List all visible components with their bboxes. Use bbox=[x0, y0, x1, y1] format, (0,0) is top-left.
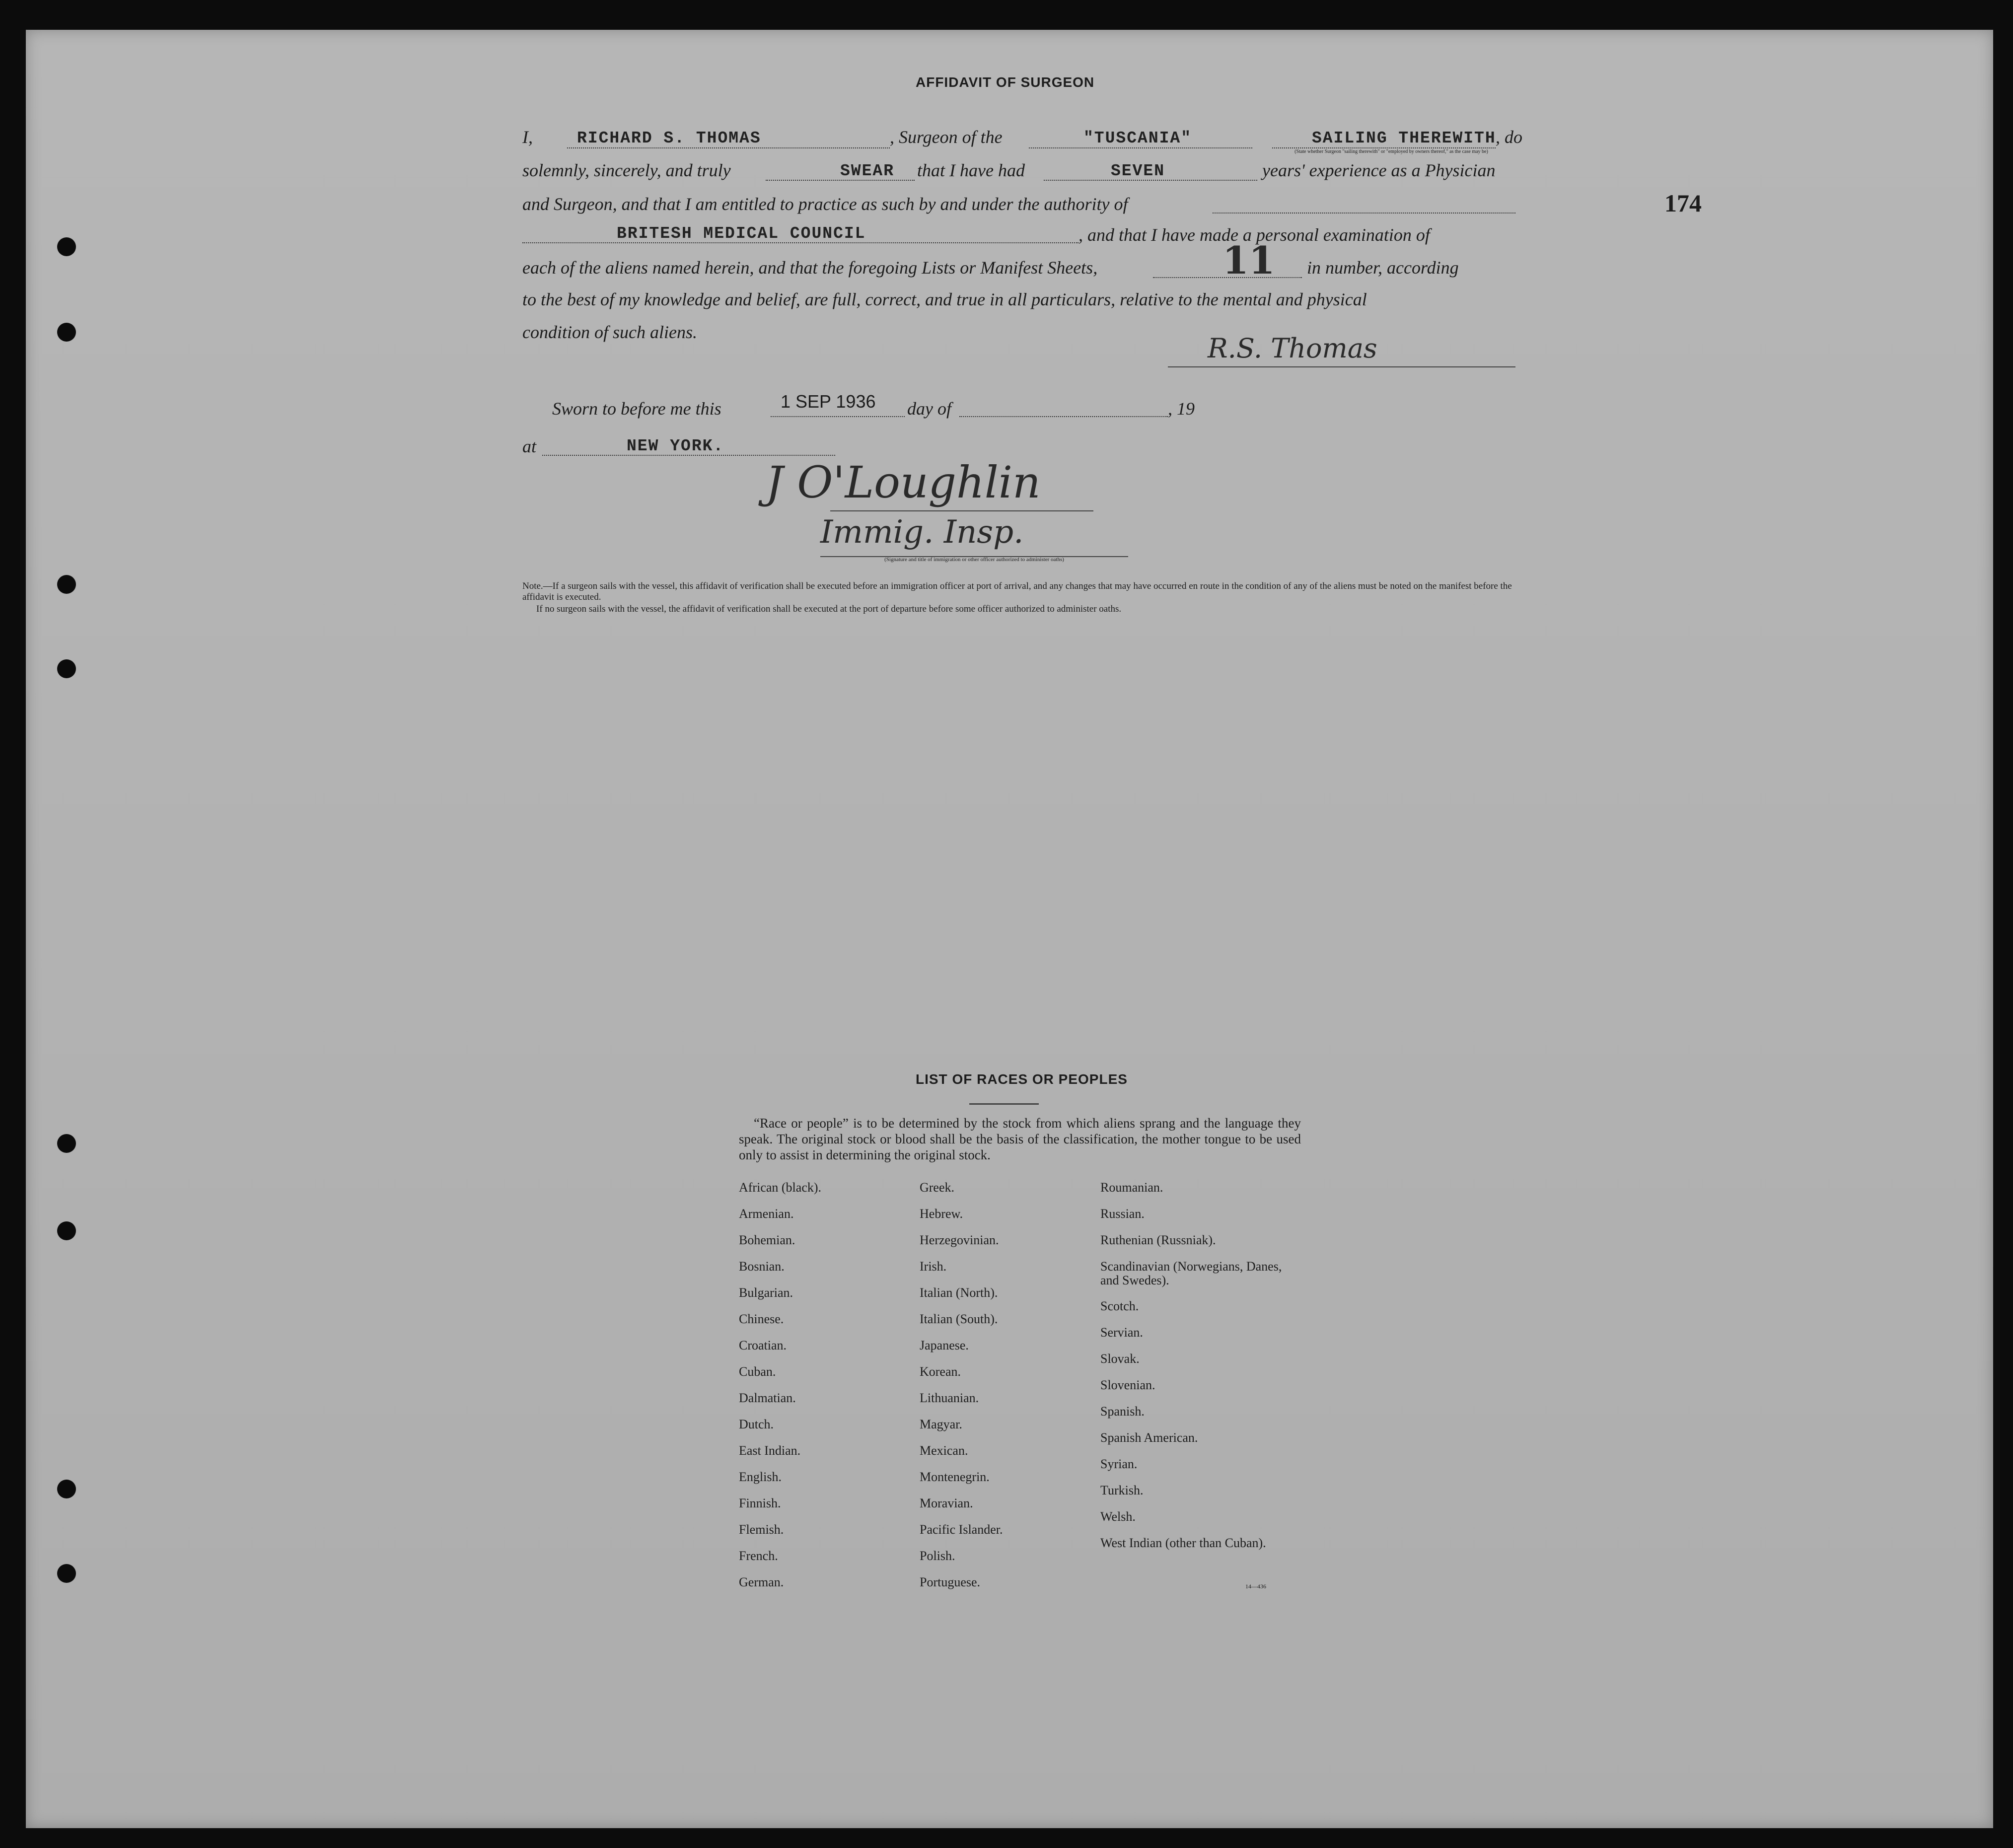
place: NEW YORK. bbox=[627, 437, 724, 455]
race-item: Dalmatian. bbox=[739, 1391, 796, 1405]
officer-caption: (Signature and title of immigration or other officer authorized to administer oaths) bbox=[884, 557, 1064, 563]
day-of-label: day of bbox=[907, 399, 951, 419]
line3: and Surgeon, and that I am entitled to practice as such by and under the authority of bbox=[522, 194, 1128, 214]
punch-hole bbox=[57, 1134, 76, 1153]
year-prefix: , 19 bbox=[1168, 399, 1195, 419]
race-item: Italian (North). bbox=[920, 1285, 998, 1300]
line5-end: in number, according bbox=[1307, 258, 1459, 278]
punch-hole bbox=[57, 323, 76, 342]
surgeon-status: SAILING THEREWITH bbox=[1312, 129, 1496, 147]
race-item: Armenian. bbox=[739, 1207, 794, 1221]
races-title: LIST OF RACES OR PEOPLES bbox=[916, 1071, 1128, 1087]
punch-hole bbox=[57, 575, 76, 594]
race-item: German. bbox=[739, 1575, 784, 1589]
line1-end: , do bbox=[1496, 127, 1522, 147]
line7: condition of such aliens. bbox=[522, 322, 697, 342]
line5-lead: each of the aliens named herein, and that the foregoing Lists or Manifest Sheets, bbox=[522, 258, 1098, 278]
punch-hole bbox=[57, 237, 76, 256]
race-item: Hebrew. bbox=[920, 1207, 963, 1221]
race-item: Irish. bbox=[920, 1259, 947, 1274]
races-column-3 bbox=[1100, 1181, 1299, 1576]
race-item: Bulgarian. bbox=[739, 1285, 793, 1300]
race-item: Scandinavian (Norwegians, Danes, and Swedes). bbox=[1100, 1259, 1282, 1287]
line1-lead: I, bbox=[522, 127, 533, 147]
races-column-1 bbox=[739, 1181, 908, 1602]
race-item: Korean. bbox=[920, 1364, 961, 1379]
officer-signature: J O'Loughlin bbox=[766, 457, 1041, 508]
page-number: 174 bbox=[1664, 189, 1702, 217]
race-item: Flemish. bbox=[739, 1522, 784, 1537]
manifest-page bbox=[26, 30, 1993, 1828]
race-item: Pacific Islander. bbox=[920, 1522, 1003, 1537]
race-item: African (black). bbox=[739, 1180, 822, 1195]
authority: BRITESH MEDICAL COUNCIL bbox=[617, 224, 866, 243]
status-note: (State whether Surgeon "sailing therewith" or "employed by owners thereof," as the case may be) bbox=[1294, 149, 1488, 154]
race-item: Servian. bbox=[1100, 1325, 1143, 1340]
race-item: Bosnian. bbox=[739, 1259, 785, 1274]
line2-lead: solemnly, sincerely, and truly bbox=[522, 160, 731, 180]
race-item: Polish. bbox=[920, 1549, 955, 1563]
oath-type: SWEAR bbox=[840, 162, 895, 180]
race-item: Spanish American. bbox=[1100, 1430, 1198, 1445]
race-item: Herzegovinian. bbox=[920, 1233, 999, 1247]
race-item: Chinese. bbox=[739, 1312, 784, 1326]
race-item: Italian (South). bbox=[920, 1312, 998, 1326]
race-item: Bohemian. bbox=[739, 1233, 795, 1247]
race-item: Finnish. bbox=[739, 1496, 781, 1510]
sworn-lead: Sworn to before me this bbox=[552, 399, 721, 419]
line2-end: years' experience as a Physician bbox=[1262, 160, 1496, 180]
race-item: Slovak. bbox=[1100, 1351, 1140, 1366]
race-item: Slovenian. bbox=[1100, 1378, 1155, 1392]
vessel-name: "TUSCANIA" bbox=[1083, 129, 1192, 147]
race-item: Dutch. bbox=[739, 1417, 774, 1431]
sheet-count: 11 bbox=[1222, 238, 1275, 283]
race-item: Syrian. bbox=[1100, 1457, 1138, 1471]
race-item: Mexican. bbox=[920, 1443, 968, 1458]
race-item: West Indian (other than Cuban). bbox=[1100, 1536, 1266, 1550]
race-item: Magyar. bbox=[920, 1417, 962, 1431]
affidavit-title: AFFIDAVIT OF SURGEON bbox=[916, 74, 1095, 90]
race-item: Croatian. bbox=[739, 1338, 787, 1352]
race-item: Ruthenian (Russniak). bbox=[1100, 1233, 1216, 1247]
line2-mid: that I have had bbox=[917, 160, 1025, 180]
race-item: Montenegrin. bbox=[920, 1470, 990, 1484]
at-lead: at bbox=[522, 436, 537, 456]
races-column-2 bbox=[920, 1181, 1088, 1602]
race-item: Welsh. bbox=[1100, 1509, 1136, 1524]
note-1: Note.—If a surgeon sails with the vessel, this affidavit of verification shall be executed before an immigration officer at port of arrival, and any changes that may have occurred en route in the condition of any of the aliens must be noted on the manifest before the affidavit is executed. bbox=[522, 581, 1512, 602]
form-number: 14—436 bbox=[1245, 1583, 1266, 1590]
years-experience: SEVEN bbox=[1111, 162, 1165, 180]
surgeon-name: RICHARD S. THOMAS bbox=[577, 129, 761, 147]
line6: to the best of my knowledge and belief, are full, correct, and true in all particulars, relative to the mental and physical bbox=[522, 289, 1367, 309]
races-intro: “Race or people” is to be determined by the stock from which aliens sprang and the language they speak. The original stock or blood shall be the basis of the classification, the mother tongue to be used only to assist in determining the original stock. bbox=[739, 1116, 1301, 1162]
race-item: Japanese. bbox=[920, 1338, 969, 1352]
date-stamp: 1 SEP 1936 bbox=[781, 391, 876, 412]
surgeon-signature: R.S. Thomas bbox=[1208, 333, 1377, 364]
race-item: Roumanian. bbox=[1100, 1180, 1163, 1195]
race-item: French. bbox=[739, 1549, 778, 1563]
punch-hole bbox=[57, 1564, 76, 1583]
race-item: Lithuanian. bbox=[920, 1391, 979, 1405]
punch-hole bbox=[57, 659, 76, 678]
race-item: Cuban. bbox=[739, 1364, 776, 1379]
note-2: If no surgeon sails with the vessel, the affidavit of verification shall be executed at the port of departure before some officer authorized to administer oaths. bbox=[536, 604, 1122, 614]
race-item: Spanish. bbox=[1100, 1404, 1145, 1419]
race-item: Portuguese. bbox=[920, 1575, 981, 1589]
race-item: Russian. bbox=[1100, 1207, 1145, 1221]
punch-hole bbox=[57, 1480, 76, 1498]
race-item: English. bbox=[739, 1470, 782, 1484]
officer-title: Immig. Insp. bbox=[820, 514, 1024, 551]
race-item: Moravian. bbox=[920, 1496, 973, 1510]
line4-end: , and that I have made a personal examination of bbox=[1078, 225, 1430, 245]
race-item: East Indian. bbox=[739, 1443, 801, 1458]
punch-hole bbox=[57, 1221, 76, 1240]
race-item: Greek. bbox=[920, 1180, 955, 1195]
race-item: Turkish. bbox=[1100, 1483, 1144, 1497]
race-item: Scotch. bbox=[1100, 1299, 1139, 1313]
line1-mid: , Surgeon of the bbox=[890, 127, 1003, 147]
